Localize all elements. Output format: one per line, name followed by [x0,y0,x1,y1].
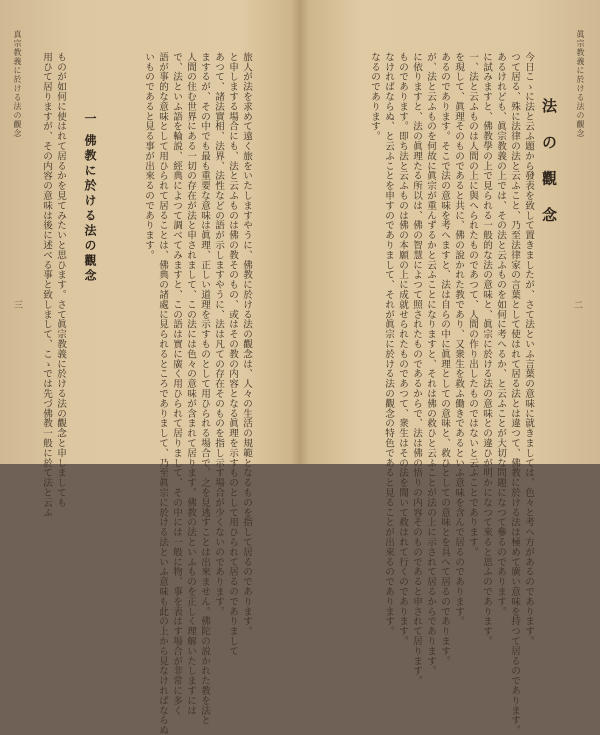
left-column-2: ものが如何に使はれて居るかを見てみたいと思ひます。さて眞宗教義に於ける法の觀念と申しましても [55,52,66,508]
running-head: 真宗教義に於ける法の觀念 [13,30,22,138]
chapter-title: 法 の 觀 念 [540,98,558,230]
section-heading: 一 佛教に於ける法の觀念 [83,112,97,285]
left-column-14: 旅人が法を求めて遠く旅をいたしますやうに、佛教に於ける法の觀念は、人々の生活の規範となるものを指して居るのであります。 [241,52,252,637]
right-column-10: ものであります。即ち法と云ふものは佛の本願の上に成就せられたものであつて、衆生はその法を聞いて救はれて行くのであります。 [397,52,408,646]
right-column-9: に依りますと、法の眞理たる所以は、佛の智慧によつて照されたものであるからで、法は佛の悟りの内容そのものであると申されて居ります。 [411,52,422,686]
left-column-9: で、法といふ語を輪説、經典によつて調べてみますと、この語は實に廣く用ひられて居りまして、その中には一般に物、事を表はす場合が非常に多く [171,52,182,716]
page-number: 二 [574,301,584,311]
right-page [302,0,600,735]
right-column-7: あるのであります。そこで法の意味を考へますと、法は自らの中に眞理としての意味と、救ひとしての意味とを具へて居るのであります。 [439,52,450,666]
left-column-8: 語が事的な意味として用ひられて居ることは、佛典の諸處に見られるところでありまして、乃至眞宗に於ける法といふ意味も此の上から見なければならぬ [157,52,168,735]
left-column-13: と申しまする場合にも、法と云ふものは佛の教そのもの、或はその教の内容となる眞理を示すものとして用ひられて居るのでありまして [227,52,238,656]
left-column-12: あつて、諸法實相、法界、法性などの語が示しますやうに、法は凡ての存在そのものを指し示す場合が少くないのであります。 [213,52,224,617]
page-number: 三 [14,301,24,311]
right-column-4: に試みますと、佛教學の上で見られる一般的な法の意味と、眞宗に於ける法の意味との違ひが明かになつて來ると思ふのであります。 [481,52,492,646]
running-head: 眞宗教義に於ける法の觀念 [576,30,585,138]
left-column-11: まするが、その中でも最も重要な意味は眞理、正しい道理を示すものとして用ひられる場合で、之を見逃すことは出來ません。佛陀の説かれた教を法と [199,52,210,726]
left-page [0,0,298,735]
left-column-10: 人間の住む世界にある一切の存在が法と申されまして、この法には色々の意味が含まれて居ります。佛教の法といふものを正しく理解いたしますには [185,52,196,716]
right-column-12: なるのであります。 [369,52,380,142]
left-column-7: いものであると見る事が出來るのであります。 [143,52,154,260]
right-column-11: なければならぬ、と云ふことを申すのでありまして、それが眞宗に於ける法の觀念の特色であると見ることが出來るのであります。 [383,52,394,637]
right-column-6: を現して、眞理そのものであると共に、佛の說かれた教であり、又衆生を救ふ働きであるといふ意味を含んで居るのであります。 [453,52,464,627]
right-column-2: つて居る、殊に法律の法と云ふこと、乃至法律家の言葉として使はれて居る法とは違つて、佛教に於ける法は極めて廣い意味を持つて居るのであります。 [509,52,520,735]
left-column-1: 用ひて居りますが、その内容の意味は後に述べる事と致しまして、こゝでは先づ佛教一般に於て法と云ふ [41,52,52,518]
right-column-8: が、法と云ふものを何故に眞宗が重んずるかと云ふことになりますと、それは佛の救ひと云ふことが法の上に示されて居るからであります。 [425,52,436,676]
right-column-3: あるけれども、眞宗教義の上では、その法と云ふものを如何に考へるか、と云ふことが大切な問題になつて參るのであります。 [495,52,506,617]
right-column-5: 一、法と云ふものは人間の上に與へられたものであつて、人間の作り出したものではないと云ふことであります。 [467,52,478,557]
right-column-1: 今日こゝに法と云ふ題から發表を致して置きましたが、さて法といふ言葉の意味に就きましては、色々と考へ方があるのであります。 [523,52,534,646]
